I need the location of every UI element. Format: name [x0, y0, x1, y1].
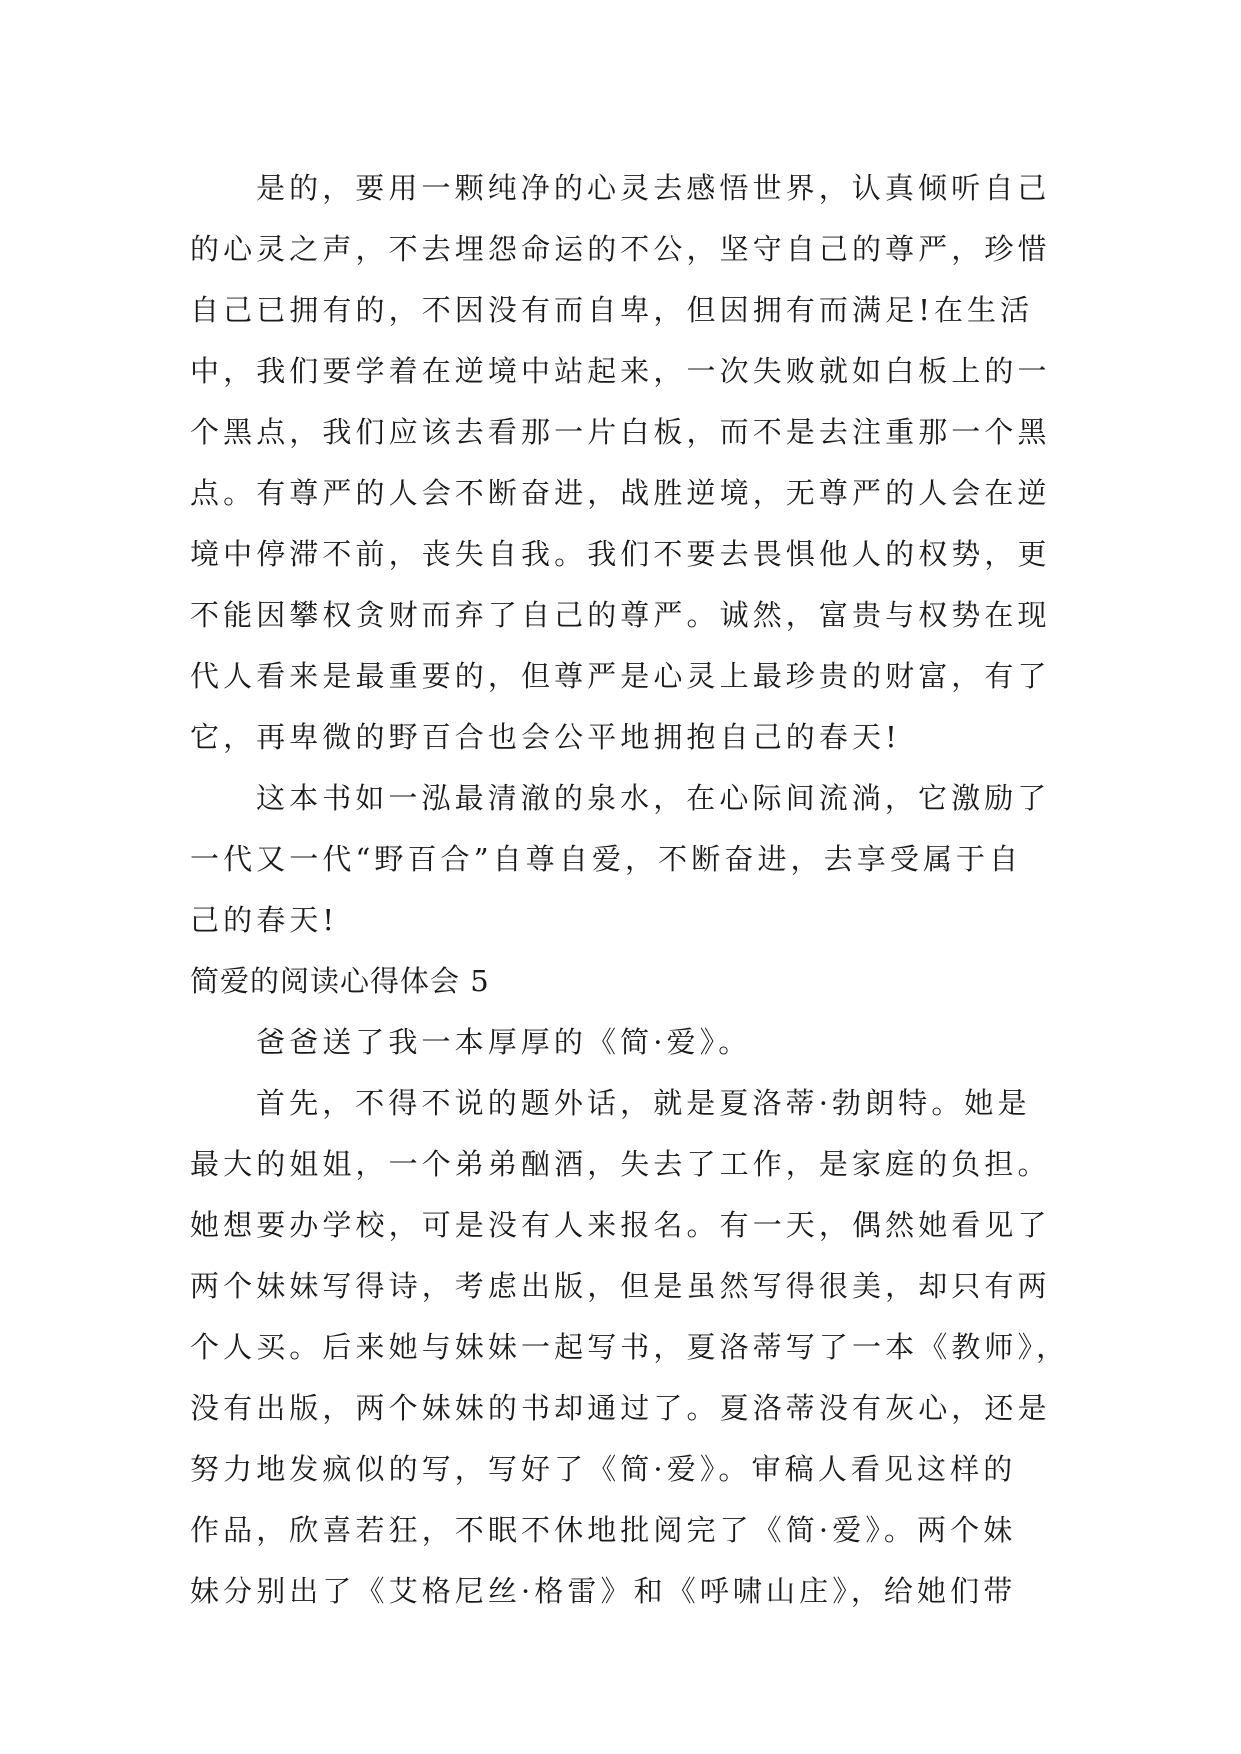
- text-line: 中，我们要学着在逆境中站起来，一次失败就如白板上的一: [190, 354, 1051, 388]
- text-line: 的心灵之声，不去埋怨命运的不公，坚守自己的尊严，珍惜: [190, 232, 1051, 266]
- text-line: 没有出版，两个妹妹的书却通过了。夏洛蒂没有灰心，还是: [190, 1391, 1051, 1425]
- text-line: 己的春天!: [190, 903, 339, 937]
- text-line: 她想要办学校，可是没有人来报名。有一天，偶然她看见了: [190, 1208, 1051, 1242]
- text-line: 爸爸送了我一本厚厚的《简·爱》。: [256, 1025, 752, 1059]
- section-heading: 简爱的阅读心得体会 5: [190, 964, 490, 998]
- text-line: 这本书如一泓最清澈的泉水，在心际间流淌，它激励了: [256, 781, 1051, 815]
- document-body: [190, 158, 1070, 1622]
- text-line: 首先，不得不说的题外话，就是夏洛蒂·勃朗特。她是: [256, 1086, 1031, 1120]
- text-line: 最大的姐姐，一个弟弟酗酒，失去了工作，是家庭的负担。: [190, 1147, 1051, 1181]
- text-line: 个黑点，我们应该去看那一片白板，而不是去注重那一个黑: [190, 415, 1051, 449]
- text-line: 不能因攀权贪财而弃了自己的尊严。诚然，富贵与权势在现: [190, 598, 1051, 632]
- text-line: 它，再卑微的野百合也会公平地拥抱自己的春天!: [190, 720, 901, 754]
- text-line: 自己已拥有的，不因没有而自卑，但因拥有而满足!在生活: [190, 293, 1034, 327]
- text-line: 是的，要用一颗纯净的心灵去感悟世界，认真倾听自己: [256, 171, 1051, 205]
- text-line: 境中停滞不前，丧失自我。我们不要去畏惧他人的权势，更: [190, 537, 1051, 571]
- text-line: 一代又一代“野百合”自尊自爱，不断奋进，去享受属于自: [190, 842, 1023, 876]
- text-line: 妹分别出了《艾格尼丝·格雷》和《呼啸山庄》，给她们带: [190, 1574, 1017, 1608]
- text-line: 努力地发疯似的写，写好了《简·爱》。审稿人看见这样的: [190, 1452, 1017, 1486]
- text-line: 代人看来是最重要的，但尊严是心灵上最珍贵的财富，有了: [190, 659, 1051, 693]
- text-line: 作品，欣喜若狂，不眠不休地批阅完了《简·爱》。两个妹: [190, 1513, 1017, 1547]
- text-line: 个人买。后来她与妹妹一起写书，夏洛蒂写了一本《教师》，: [190, 1330, 1070, 1364]
- text-line: 点。有尊严的人会不断奋进，战胜逆境，无尊严的人会在逆: [190, 476, 1051, 510]
- text-line: 两个妹妹写得诗，考虑出版，但是虽然写得很美，却只有两: [190, 1269, 1051, 1303]
